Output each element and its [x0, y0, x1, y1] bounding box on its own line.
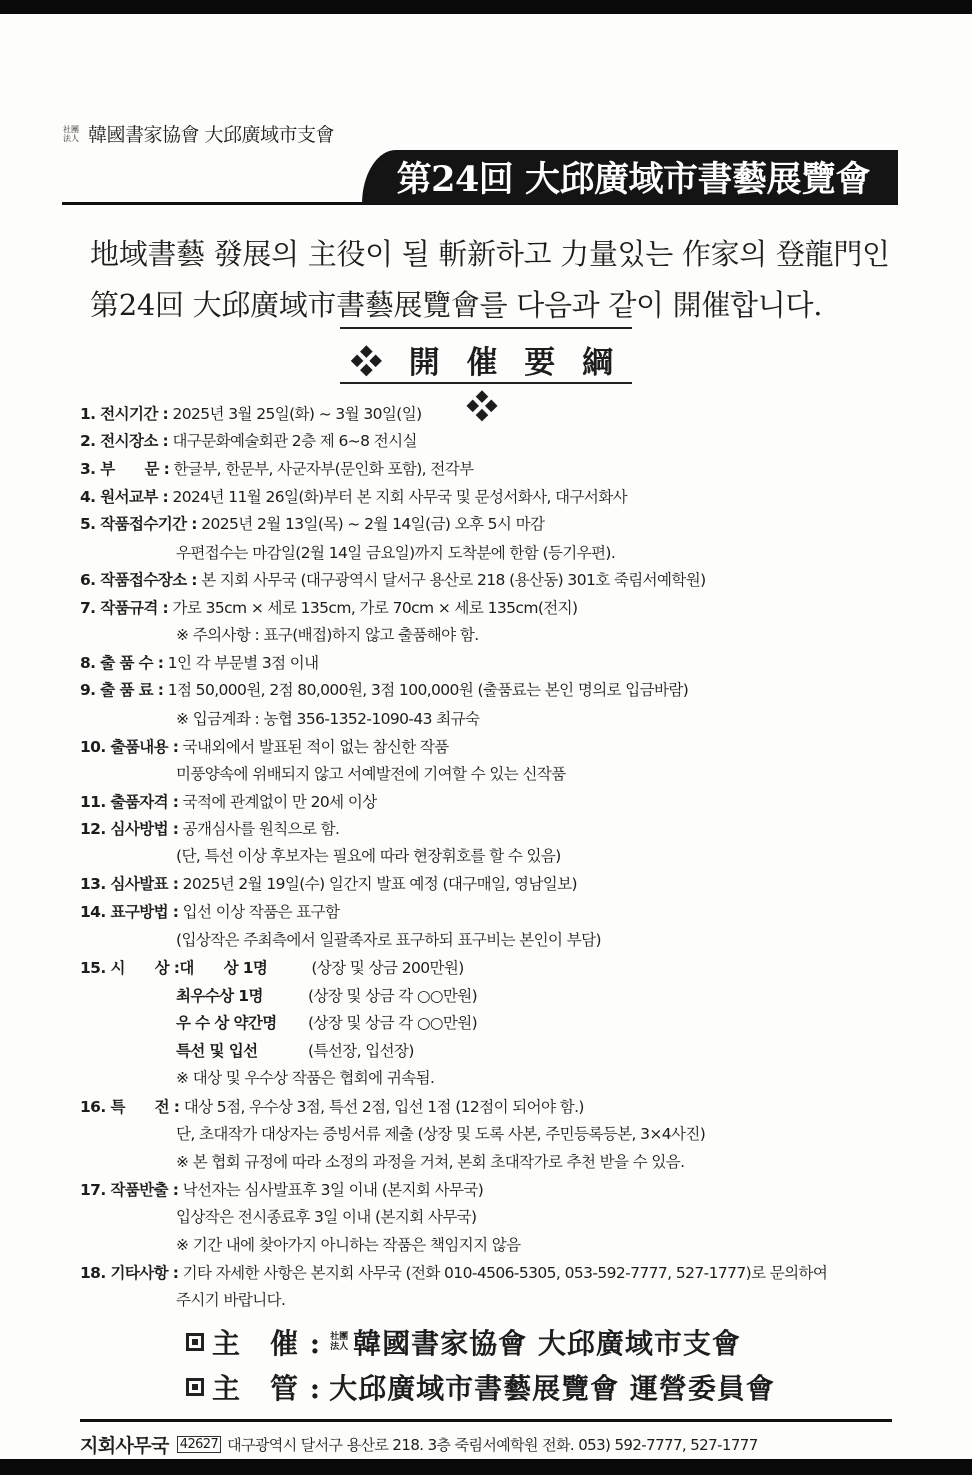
award-detail: (특선장, 입선장)	[308, 1042, 414, 1060]
award-name: 특선 및 입선	[176, 1042, 258, 1060]
list-item	[176, 1039, 414, 1061]
award-detail: (상장 및 상금 각 ○○만원)	[308, 987, 478, 1005]
award-name: 최우수상 1명	[176, 987, 263, 1005]
list-item	[80, 1178, 483, 1200]
host-label: 主 催 :	[212, 1327, 322, 1360]
item-text: 1점 50,000원, 2점 80,000원, 3점 100,000원 (출품료는 본인 명의로 입금바람)	[163, 681, 689, 699]
item-label: 14. 표구방법 :	[80, 903, 179, 921]
item-text: 가로 35cm × 세로 135cm, 가로 70cm × 세로 135cm(전지)	[168, 599, 578, 617]
award-name: 우 수 상 약간명	[176, 1014, 277, 1032]
organization-header	[62, 120, 334, 147]
list-item	[176, 541, 615, 563]
item-text: 대구문화예술회관 2층 제 6~8 전시실	[168, 432, 417, 450]
award-detail: (상장 및 상금 각 ○○만원)	[308, 1014, 478, 1032]
manager-line	[186, 1367, 775, 1407]
title-banner-area	[62, 150, 898, 206]
heading-rule-top	[340, 327, 632, 329]
item-text: 본 지회 사무국 (대구광역시 달서구 용산로 218 (용산동) 301호 죽림서예학원)	[196, 571, 706, 589]
list-item	[80, 1095, 584, 1117]
item-text: (단, 특선 이상 후보자는 필요에 따라 현장휘호를 할 수 있음)	[176, 847, 561, 865]
item-label: 12. 심사방법 :	[80, 820, 179, 838]
list-item	[176, 1122, 705, 1144]
page-title: 第24回 大邱廣域市書藝展覽會	[396, 159, 870, 200]
bottom-border	[0, 1459, 972, 1475]
list-item	[80, 596, 577, 618]
list-item	[176, 1233, 521, 1255]
square-bullet-icon	[186, 1333, 204, 1351]
item-label: 9. 출 품 료 :	[80, 681, 164, 699]
list-item	[80, 429, 417, 451]
item-label: 15. 시 상 :	[80, 959, 180, 977]
footer-label: 지회사무국	[80, 1435, 169, 1457]
intro-line-2: 第24回 大邱廣域市書藝展覽會를 다음과 같이 開催합니다.	[90, 288, 823, 322]
item-text: ※ 입금계좌 : 농협 356-1352-1090-43 최규숙	[176, 710, 480, 728]
item-text: 1인 각 부문별 3점 이내	[163, 654, 319, 672]
footer-zip: 42627	[177, 1436, 221, 1453]
organization-name: 韓國書家協會 大邱廣域市支會	[88, 124, 335, 146]
item-text: 2025년 3월 25일(화) ~ 3월 30일(일)	[168, 405, 422, 423]
heading-rule-bottom	[340, 382, 632, 384]
item-text: 단, 초대작가 대상자는 증빙서류 제출 (상장 및 도록 사본, 주민등록등본, 3×4사진)	[176, 1125, 706, 1143]
item-text: ※ 본 협회 규정에 따라 소정의 과정을 거쳐, 본회 초대작가로 추천 받을 수 있음.	[176, 1153, 685, 1171]
footer-rule	[80, 1419, 892, 1422]
item-label: 6. 작품접수장소 :	[80, 571, 197, 589]
item-label: 1. 전시기간 :	[80, 405, 169, 423]
square-bullet-icon	[186, 1378, 204, 1396]
list-item	[80, 817, 339, 839]
list-item	[80, 651, 319, 673]
footer	[80, 1431, 758, 1458]
item-text: (입상작은 주최측에서 일괄족자로 표구하되 표구비는 본인이 부담)	[176, 931, 601, 949]
item-label: 7. 작품규격 :	[80, 599, 169, 617]
list-item	[80, 900, 339, 922]
section-heading-text: ❖ 開 催 要 綱 ❖	[350, 345, 622, 426]
item-text: 2024년 11월 26일(화)부터 본 지회 사무국 및 문성서화사, 대구서화사	[168, 488, 628, 506]
list-item	[176, 1205, 477, 1227]
item-label: 3. 부 문 :	[80, 460, 170, 478]
list-item	[80, 678, 688, 700]
intro-paragraph	[90, 229, 910, 331]
list-item	[80, 512, 544, 534]
item-text: 대상 5점, 우수상 3점, 특선 2점, 입선 1점 (12점이 되어야 함.)	[179, 1098, 584, 1116]
list-item	[80, 956, 464, 978]
list-item	[80, 402, 422, 424]
item-label: 17. 작품반출 :	[80, 1181, 179, 1199]
item-text: 한글부, 한문부, 사군자부(문인화 포함), 전각부	[169, 460, 474, 478]
item-text: 공개심사를 원칙으로 함.	[178, 820, 340, 838]
item-text: ※ 대상 및 우수상 작품은 협회에 귀속됨.	[176, 1069, 435, 1087]
item-label: 8. 출 품 수 :	[80, 654, 164, 672]
item-text: 국내외에서 발표된 적이 없는 참신한 작품	[178, 738, 449, 756]
item-text: ※ 기간 내에 찾아가지 아니하는 작품은 책임지지 않음	[176, 1236, 521, 1254]
award-detail: (상장 및 상금 200만원)	[311, 959, 464, 977]
item-text: 낙선자는 심사발표후 3일 이내 (본지회 사무국)	[178, 1181, 484, 1199]
item-label: 10. 출품내용 :	[80, 738, 179, 756]
list-item	[80, 457, 473, 479]
item-label: 18. 기타사항 :	[80, 1264, 179, 1282]
host-line	[186, 1322, 741, 1362]
list-item	[80, 872, 577, 894]
item-text: 주시기 바랍니다.	[176, 1291, 286, 1309]
corp-mark: 社團法人	[63, 124, 79, 143]
item-label: 2. 전시장소 :	[80, 432, 169, 450]
item-text: 미풍양속에 위배되지 않고 서예발전에 기여할 수 있는 신작품	[176, 765, 566, 783]
list-item	[176, 928, 601, 950]
list-item	[80, 485, 627, 507]
host-corp-mark: 社團法人	[330, 1332, 349, 1352]
list-item	[176, 984, 477, 1006]
item-text: 입상작은 전시종료후 3일 이내 (본지회 사무국)	[176, 1208, 477, 1226]
list-item	[176, 1150, 685, 1172]
item-text: 2025년 2월 19일(수) 일간지 발표 예정 (대구매일, 영남일보)	[178, 875, 577, 893]
list-item	[176, 844, 561, 866]
item-label: 11. 출품자격 :	[80, 793, 179, 811]
item-text: ※ 주의사항 : 표구(배접)하지 않고 출품해야 함.	[176, 626, 479, 644]
item-label: 16. 특 전 :	[80, 1098, 180, 1116]
list-item	[176, 623, 479, 645]
list-item	[176, 762, 566, 784]
host-name: 韓國書家協會 大邱廣域市支會	[353, 1327, 741, 1360]
list-item	[176, 1288, 285, 1310]
top-border	[0, 0, 972, 14]
manager-label: 主 管 :	[212, 1372, 322, 1405]
list-item	[176, 1066, 434, 1088]
list-item	[80, 735, 449, 757]
footer-address: 대구광역시 달서구 용산로 218. 3층 죽림서예학원 전화. 053) 592-7777, 527-1777	[227, 1436, 758, 1454]
manager-name: 大邱廣域市書藝展覽會 運營委員會	[329, 1372, 775, 1405]
list-item	[176, 1011, 477, 1033]
item-label: 5. 작품접수기간 :	[80, 515, 197, 533]
item-text: 우편접수는 마감일(2월 14일 금요일)까지 도착분에 한함 (등기우편).	[176, 544, 616, 562]
list-item	[80, 568, 706, 590]
award-name: 대 상 1명	[179, 959, 268, 977]
item-text: 2025년 2월 13일(목) ~ 2월 14일(금) 오후 5시 마감	[196, 515, 545, 533]
item-label: 13. 심사발표 :	[80, 875, 179, 893]
item-text: 입선 이상 작품은 표구함	[178, 903, 340, 921]
item-text: 기타 자세한 사항은 본지회 사무국 (전화 010-4506-5305, 053-592-7777, 527-1777)로 문의하여	[178, 1264, 828, 1282]
section-heading	[340, 327, 632, 426]
item-text: 국적에 관계없이 만 20세 이상	[178, 793, 377, 811]
intro-line-1: 地域書藝 發展의 主役이 될 斬新하고 力量있는 作家의 登龍門인	[90, 237, 890, 271]
list-item	[176, 707, 479, 729]
item-label: 4. 원서교부 :	[80, 488, 169, 506]
list-item	[80, 1261, 827, 1283]
list-item	[80, 790, 377, 812]
title-banner	[362, 150, 898, 204]
